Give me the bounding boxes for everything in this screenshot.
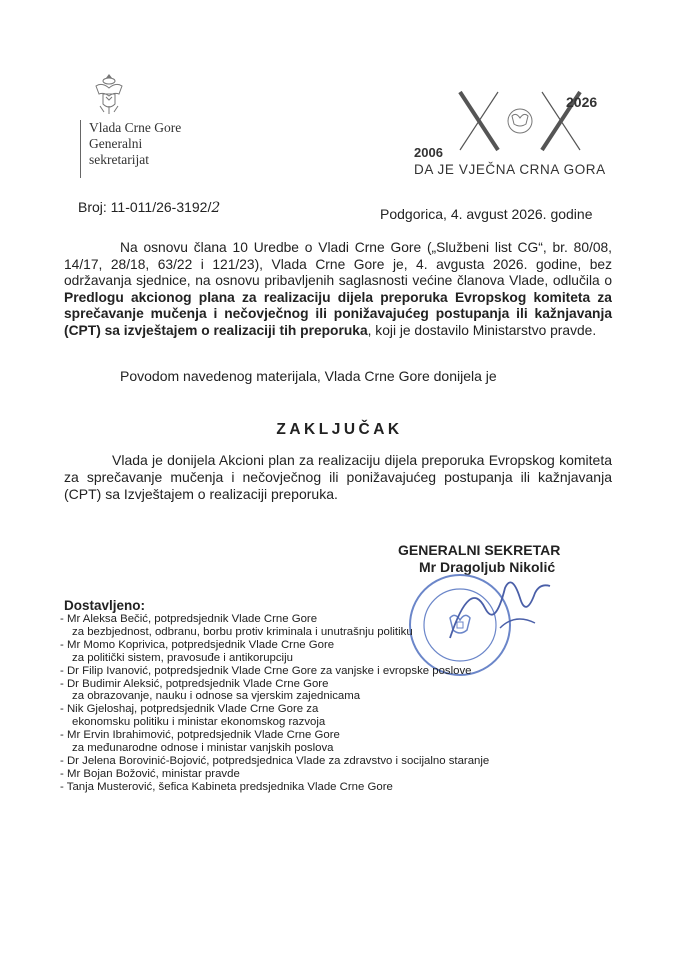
recipient-portfolio: za politički sistem, pravosuđe i antikorupciju (72, 651, 293, 664)
body-paragraph-end: , koji je dostavilo Ministarstvo pravde. (367, 322, 597, 338)
recipient-portfolio: ekonomsku politiku i ministar ekonomskog razvoja (72, 716, 326, 729)
list-item (60, 613, 560, 639)
list-item (60, 729, 560, 755)
body-paragraph (64, 240, 612, 340)
intro-sentence: Povodom navedenog materijala, Vlada Crne Gore donijela je (120, 368, 497, 384)
recipient-line: - Mr Aleksa Bečić, potpredsjednik Vlade Crne Gore (60, 613, 318, 625)
body-paragraph-bold: Predlogu akcionog plana za realizaciju dijela preporuka Evropskog komiteta za sprečavanje mučenja i nečovječnog ili ponižavajućeg postupanja ili kažnjavanja (CPT) sa izvještajem o realizaciji tih preporuka (64, 289, 612, 338)
signatory-title: GENERALNI SEKRETAR (398, 542, 561, 558)
recipient-line: - Dr Jelena Borovinić-Bojović, potpredsjednica Vlade za zdravstvo i socijalno staranje (60, 754, 490, 767)
organization-name (80, 120, 181, 178)
org-line-1: Vlada Crne Gore (89, 120, 182, 135)
recipient-line: - Mr Bojan Božović, ministar pravde (60, 767, 240, 780)
list-item (60, 678, 560, 704)
conclusion-paragraph (64, 452, 612, 503)
list-item (60, 703, 560, 729)
logo-year-left: 2006 (414, 145, 443, 160)
signatory-name: Mr Dragoljub Nikolić (419, 559, 556, 575)
list-item (60, 768, 560, 781)
reference-number-handwritten: 2 (211, 200, 221, 216)
recipient-line: - Mr Momo Koprivica, potpredsjednik Vlade Crne Gore (60, 638, 335, 651)
recipient-line: - Nik Gjeloshaj, potpredsjednik Vlade Crne Gore za (60, 703, 319, 716)
recipient-line: - Dr Filip Ivanović, potpredsjednik Vlade Crne Gore za vanjske i evropske poslove (60, 664, 472, 677)
reference-number (78, 199, 220, 216)
conclusion-text: Vlada je donijela Akcioni plan za realizaciju dijela preporuka Evropskog komiteta za sprečavanje mučenja i nečovječnog ili ponižavajućeg postupanja ili kažnjavanja (CPT) sa Izvještajem o realizaciji preporuka. (64, 452, 612, 502)
org-line-3: sekretarijat (89, 152, 149, 167)
logo-tagline: DA JE VJEČNA CRNA GORA (414, 162, 606, 177)
document-title: ZAKLJUČAK (276, 421, 403, 438)
recipient-line: - Dr Budimir Aleksić, potpredsjednik Vlade Crne Gore (60, 677, 329, 690)
list-item (60, 781, 560, 794)
recipient-portfolio: za obrazovanje, nauku i odnose sa vjerskim zajednicama (72, 690, 361, 703)
reference-number-printed: Broj: 11-011/26-3192/ (78, 199, 212, 215)
body-paragraph-start: Na osnovu člana 10 Uredbe o Vladi Crne Gore („Službeni list CG“, br. 80/08, 14/17, 28/18, 63/22 i 121/23), Vlada Crne Gore je, 4. avgusta 2026. godine, bez održavanja sjednice, na osnovu pribavljenih saglasnosti većine članova Vlade, odlučila o (64, 240, 612, 289)
anniversary-logo-icon (440, 80, 600, 160)
recipient-portfolio: za bezbjednost, odbranu, borbu protiv kriminala i unutrašnju politiku (72, 625, 413, 638)
list-item (60, 639, 560, 665)
place-and-date: Podgorica, 4. avgust 2026. godine (380, 206, 593, 222)
recipient-line: - Tanja Musterović, šefica Kabineta predsjednika Vlade Crne Gore (60, 780, 393, 793)
distribution-heading: Dostavljeno: (64, 598, 146, 613)
list-item (60, 665, 560, 678)
coat-of-arms-icon (92, 72, 126, 116)
recipient-line: - Mr Ervin Ibrahimović, potpredsjednik Vlade Crne Gore (60, 729, 340, 742)
logo-year-right: 2026 (566, 94, 598, 110)
recipient-portfolio: za međunarodne odnose i ministar vanjskih poslova (72, 742, 334, 755)
distribution-list (60, 613, 560, 794)
org-line-2: Generalni (89, 136, 143, 151)
list-item (60, 755, 560, 768)
